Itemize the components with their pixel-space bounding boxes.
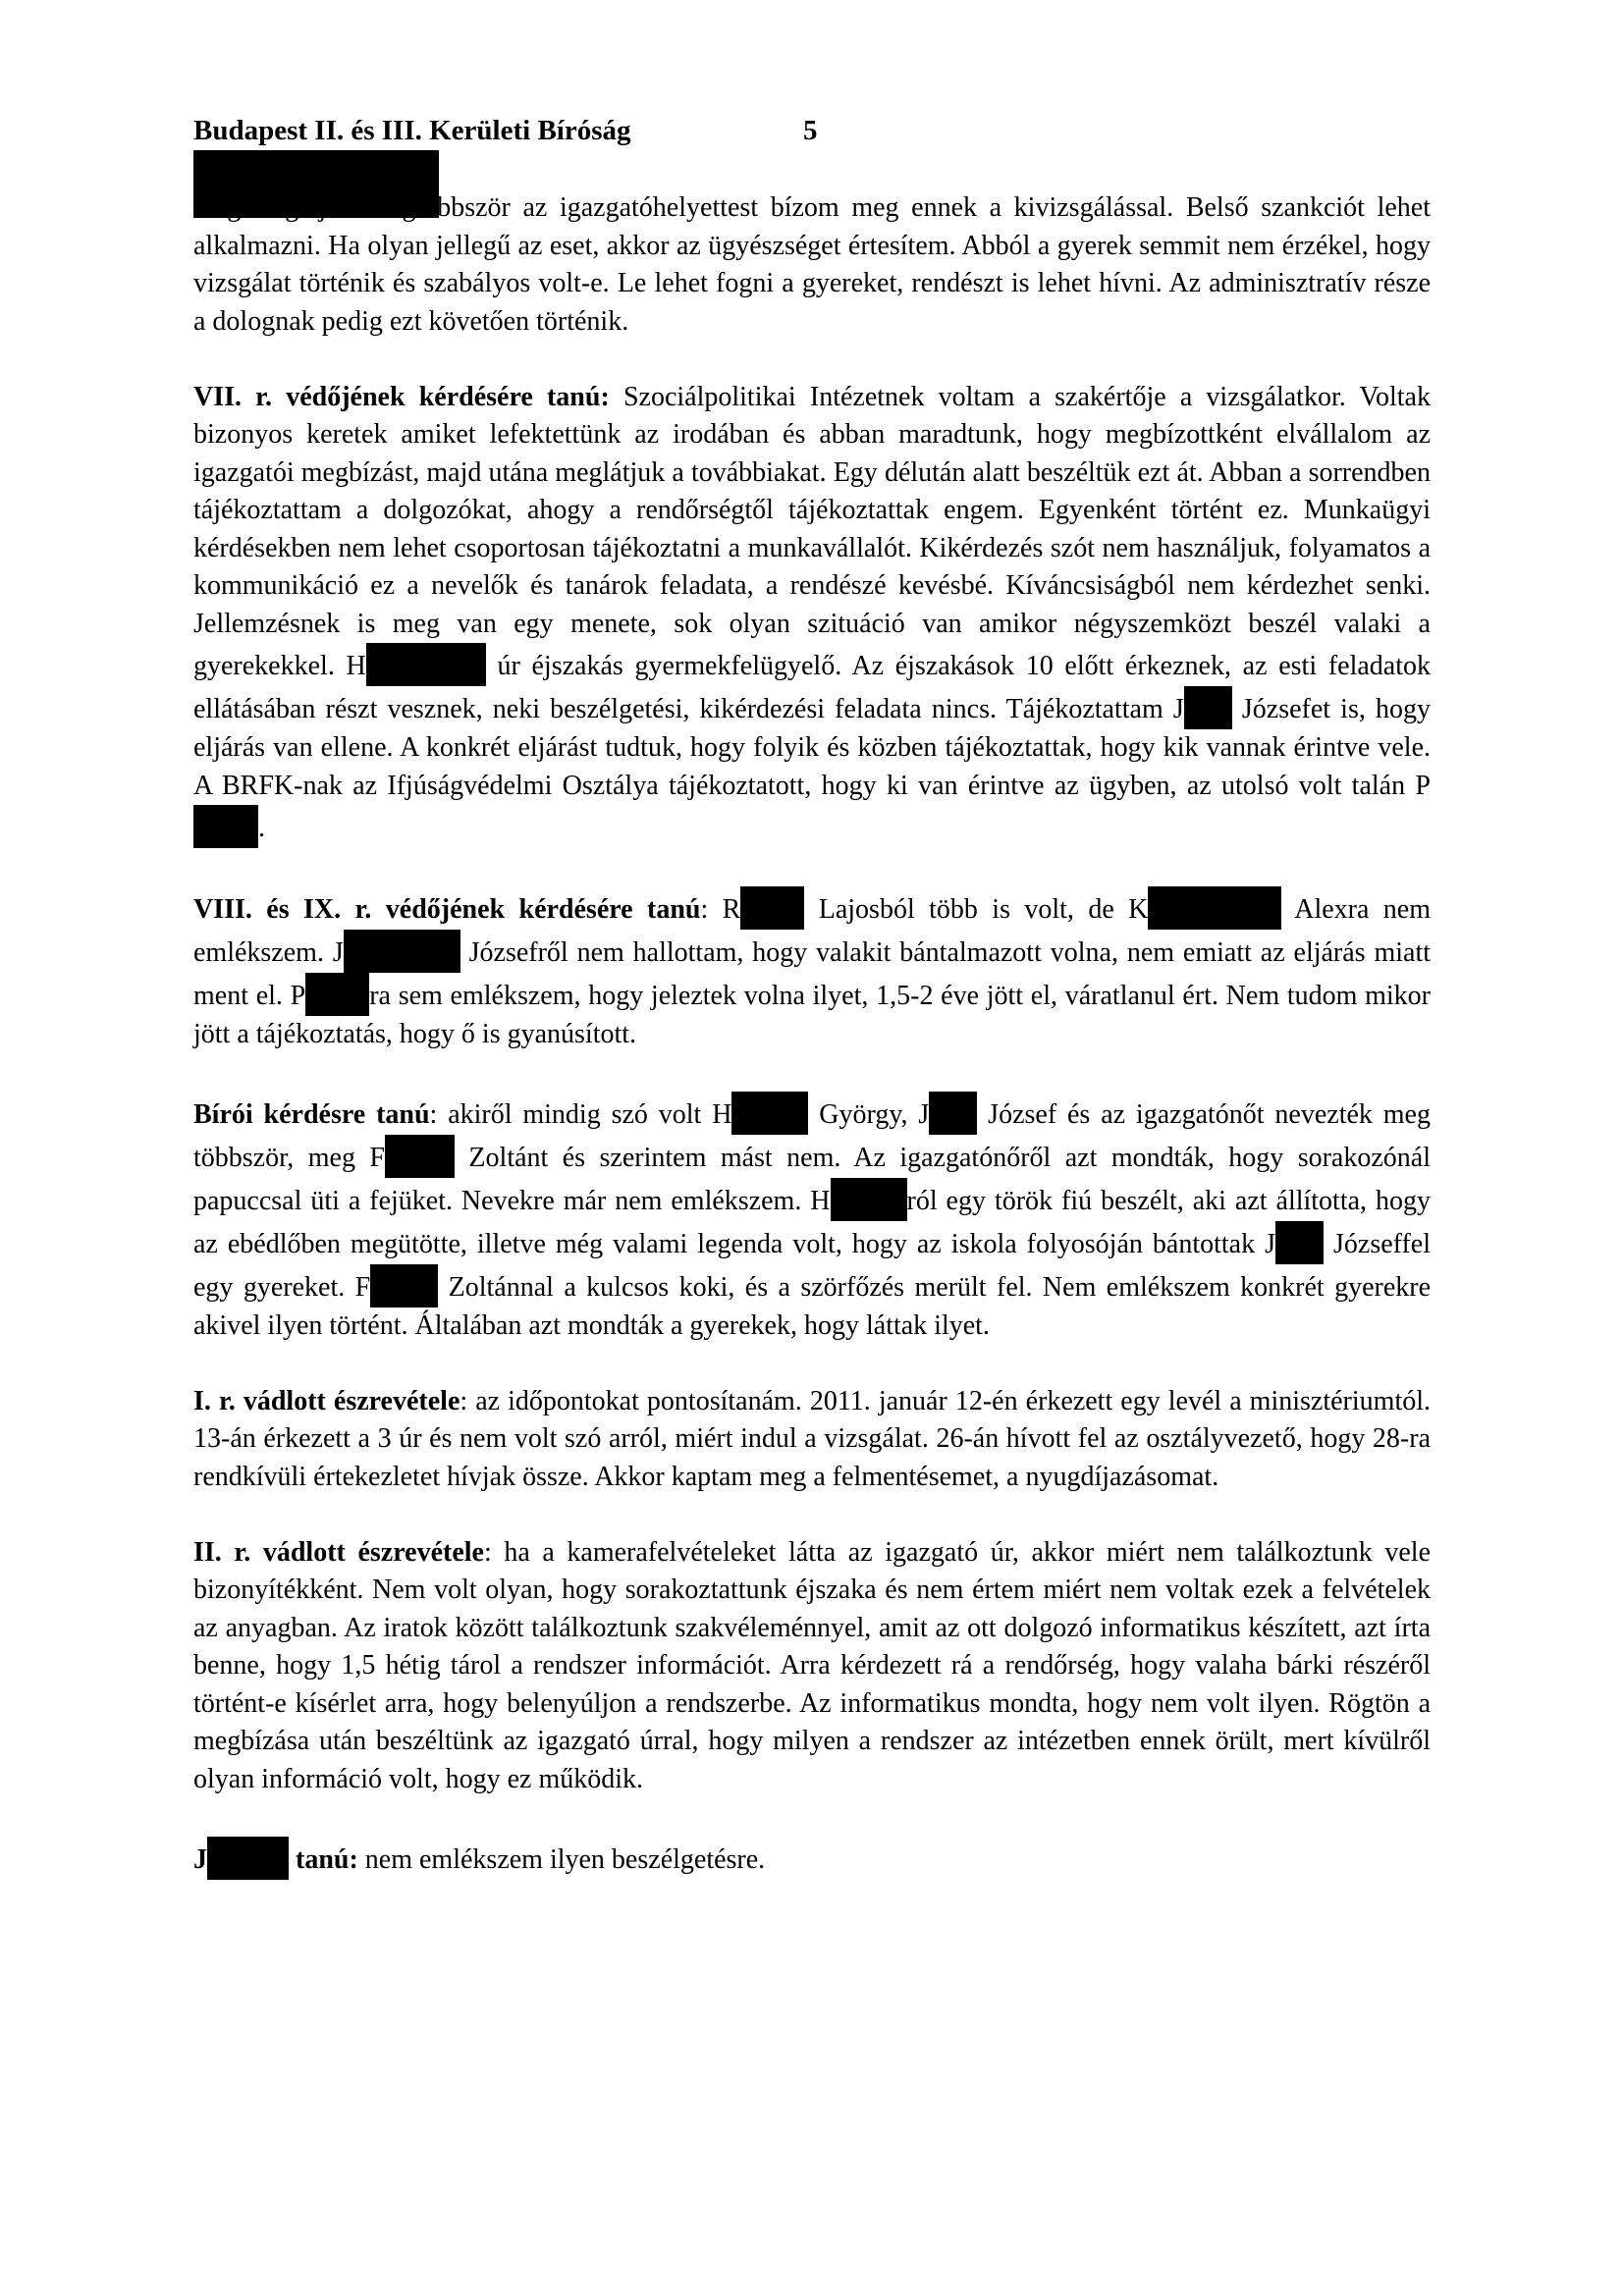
redaction-block	[740, 886, 804, 930]
redaction-block	[193, 805, 258, 848]
redaction-block	[1148, 886, 1281, 930]
redaction-block	[1275, 1221, 1324, 1264]
bold-label: Bírói kérdésre tanú	[193, 1098, 430, 1130]
court-name: Budapest II. és III. Kerületi Bíróság	[193, 115, 631, 146]
paragraph-text: ról egy török fiú beszélt, aki azt állította, hogy az ebédlőben megütötte, illetve még valami legenda volt, hogy az iskola folyosóján bántottak J	[193, 1185, 1431, 1259]
paragraph-text: Józsefről nem hallottam, hogy valakit bántalmazott volna, nem emiatt az eljárás miatt ment el. P	[193, 936, 1432, 1011]
bold-label: II. r. vádlott észrevétele	[193, 1536, 484, 1568]
paragraph-text: megvizsgáljuk. Legtöbbször az igazgatóhelyettest bízom meg ennek a kivizsgálással. Belső szankciót lehet alkalmazni. Ha olyan jellegű az eset, akkor az ügyészséget értesítem. Abból a gyerek semmit nem érzékel, hogy vizsgálat történik és szabályos volt-e. Le lehet fogni a gyereket, rendészt is lehet hívni. Az adminisztratív része a dolognak pedig ezt követően történik.	[193, 192, 1431, 337]
redaction-block	[305, 973, 369, 1016]
paragraph-defendant-1-remark	[193, 1383, 1431, 1497]
document-body	[193, 189, 1431, 1917]
paragraph-witness-j-statement	[193, 1837, 1431, 1880]
paragraph-text: Lajosból több is volt, de K	[804, 893, 1149, 925]
paragraph-text: úr éjszakás gyermekfelügyelő. Az éjszakások 10 előtt érkeznek, az esti feladatok ellátásában részt vesznek, neki beszélgetési, kikérdezési feladata nincs. Tájékoztattam J	[193, 651, 1431, 724]
bold-label: J	[193, 1843, 207, 1875]
paragraph-text: Józsefet is, hogy eljárás van ellene. A konkrét eljárást tudtuk, hogy folyik és közben tájékoztattak, hogy kik vannak érintve vele. A BRFK-nak az Ifjúságvédelmi Osztálya tájékoztatott, hogy ki van érintve az ügyben, az utolsó volt talán P	[193, 694, 1431, 801]
paragraph-defendant-2-remark	[193, 1534, 1431, 1799]
page-number: 5	[803, 115, 818, 146]
bold-label: VIII. és IX. r. védőjének kérdésére tanú	[193, 893, 701, 925]
paragraph-text: ra sem emlékszem, hogy jeleztek volna ilyet, 1,5-2 éve jött el, váratlanul ért. Nem tudom mikor jött a tájékoztatás, hogy ő is gyanúsított.	[193, 980, 1431, 1049]
paragraph-text: Józseffel egy gyereket. F	[193, 1228, 1432, 1303]
bold-label: tanú:	[289, 1843, 358, 1875]
redaction-block	[370, 1264, 438, 1308]
paragraph-viii-ix-defender-question	[193, 886, 1431, 1054]
redaction-block	[929, 1092, 977, 1135]
paragraph-judge-question	[193, 1092, 1431, 1346]
paragraph-text: nem emlékszem ilyen beszélgetésre.	[357, 1843, 766, 1875]
paragraph-text: Zoltánt és szerintem mást nem. Az igazgatónőről azt mondták, hogy sorakozónál papuccsal üti a fejüket. Nevekre már nem emlékszem. H	[193, 1142, 1431, 1216]
paragraph-text: : az időpontokat pontosítanám. 2011. január 12-én érkezett egy levél a minisztériumtól. 13-án érkezett a 3 úr és nem volt szó arról, miért indul a vizsgálat. 26-án hívott fel az osztályvezető, hogy 28-ra rendkívüli értekezletet hívjak össze. Akkor kaptam meg a felmentésemet, a nyugdíjazásomat.	[193, 1385, 1431, 1492]
bold-label: I. r. vádlott észrevétele	[193, 1385, 460, 1416]
page-header	[193, 111, 881, 150]
bold-label: VII. r. védőjének kérdésére tanú:	[193, 381, 610, 412]
redaction-block	[207, 1837, 289, 1880]
redaction-block	[1184, 686, 1232, 729]
redaction-block	[831, 1178, 907, 1221]
redaction-block	[385, 1135, 455, 1178]
redaction-block	[344, 930, 460, 973]
paragraph-text: : R	[700, 893, 741, 925]
paragraph-text: Szociálpolitikai Intézetnek voltam a szakértője a vizsgálatkor. Voltak bizonyos keretek amiket lefektettünk az irodában és abban maradtunk, hogy megbízottként elvállalom az igazgatói megbízást, majd utána meglátjuk a továbbiakat. Egy délután alatt beszéltük ezt át. Abban a sorrendben tájékoztattam a dolgozókat, ahogy a rendőrségtől tájékoztattak engem. Egyenként történt ez. Munkaügyi kérdésekben nem lehet csoportosan tájékoztatni a munkavállalót. Kikérdezés szót nem használjuk, folyamatos a kommunikáció ez a nevelők és tanárok feladata, a rendészé kevésbé. Kíváncsiságból nem kérdezhet senki. Jellemzésnek is meg van egy menete, sok olyan szituáció van amikor négyszemközt beszél valaki a gyerekekkel. H	[193, 381, 1431, 681]
redaction-block	[731, 1092, 808, 1135]
paragraph-text: : akiről mindig szó volt H	[429, 1098, 732, 1130]
redaction-block	[366, 643, 486, 686]
paragraph-text: : ha a kamerafelvételeket látta az igazgató úr, akkor miért nem találkoztunk vele bizonyítékként. Nem volt olyan, hogy sorakoztattunk éjszaka és nem értem miért nem voltak ezek a felvételek az anyagban. Az iratok között találkoztunk szakvéleménnyel, amit az ott dolgozó informatikus készített, azt írta benne, hogy 1,5 hétig tárol a rendszer információt. Arra kérdezett rá a rendőrség, hogy valaha bárki részéről történt-e kísérlet arra, hogy belenyúljon a rendszerbe. Az informatikus mondta, hogy nem volt ilyen. Rögtön a megbízása után beszéltünk az igazgató úrral, hogy milyen a rendszer az intézetben ennek örült, mert kívülről olyan információ volt, hogy ez működik.	[193, 1536, 1432, 1794]
paragraph-text: József és az igazgatónőt nevezték meg többször, meg F	[193, 1098, 1431, 1173]
paragraph-text: Zoltánnal a kulcsos koki, és a szörfőzés merült fel. Nem emlékszem konkrét gyerekre akivel ilyen történt. Általában azt mondták a gyerekek, hogy láttak ilyet.	[193, 1271, 1432, 1341]
paragraph-vii-defender-question	[193, 379, 1431, 849]
paragraph-continuation	[193, 189, 1431, 341]
paragraph-text: .	[258, 813, 265, 843]
paragraph-text: György, J	[808, 1098, 930, 1130]
paragraph-text: Alexra nem emlékszem. J	[193, 893, 1432, 968]
